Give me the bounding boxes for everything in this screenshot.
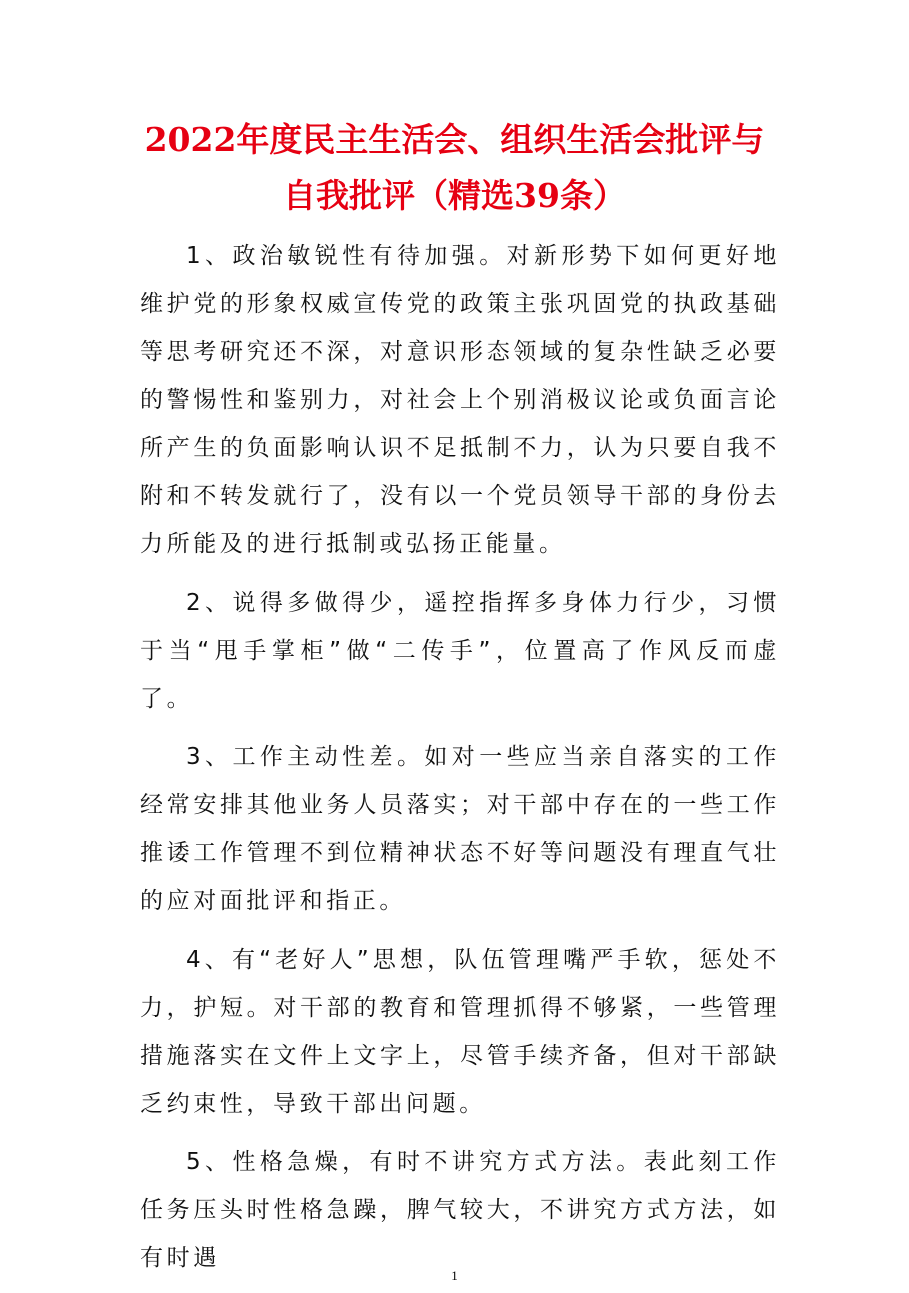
document-title — [100, 112, 809, 224]
paragraph-1: 1、政治敏锐性有待加强。对新形势下如何更好地维护党的形象权威宣传党的政策主张巩固党的执政基础等思考研究还不深，对意识形态领域的复杂性缺乏必要的警惕性和鉴别力，对社会上个别消极议论或负面言论所产生的负面影响认识不足抵制不力，认为只要自我不附和不转发就行了，没有以一个党员领导干部的身份去力所能及的进行抵制或弘扬正能量。 — [140, 243, 780, 557]
title-line-2: 自我批评（精选39条） — [283, 176, 626, 215]
paragraph-2: 2、说得多做得少，遥控指挥多身体力行少，习惯于当“甩手掌柜”做“二传手”，位置高了作风反而虚了。 — [140, 589, 780, 712]
paragraph-4: 4、有“老好人”思想，队伍管理嘴严手软，惩处不力，护短。对干部的教育和管理抓得不够紧，一些管理措施落实在文件上文字上，尽管手续齐备，但对干部缺乏约束性，导致干部出问题。 — [140, 946, 780, 1117]
paragraph-5: 5、性格急燥，有时不讲究方式方法。表此刻工作任务压头时性格急躁，脾气较大，不讲究方式方法，如有时遇 — [140, 1149, 780, 1271]
paragraph-3: 3、工作主动性差。如对一些应当亲自落实的工作经常安排其他业务人员落实；对干部中存在的一些工作推诿工作管理不到位精神状态不好等问题没有理直气壮的应对面批评和指正。 — [140, 744, 780, 914]
page-number: 1 — [451, 1268, 458, 1283]
document-body — [140, 232, 780, 1293]
title-line-1: 2022年度民主生活会、组织生活会批评与 — [144, 120, 765, 159]
